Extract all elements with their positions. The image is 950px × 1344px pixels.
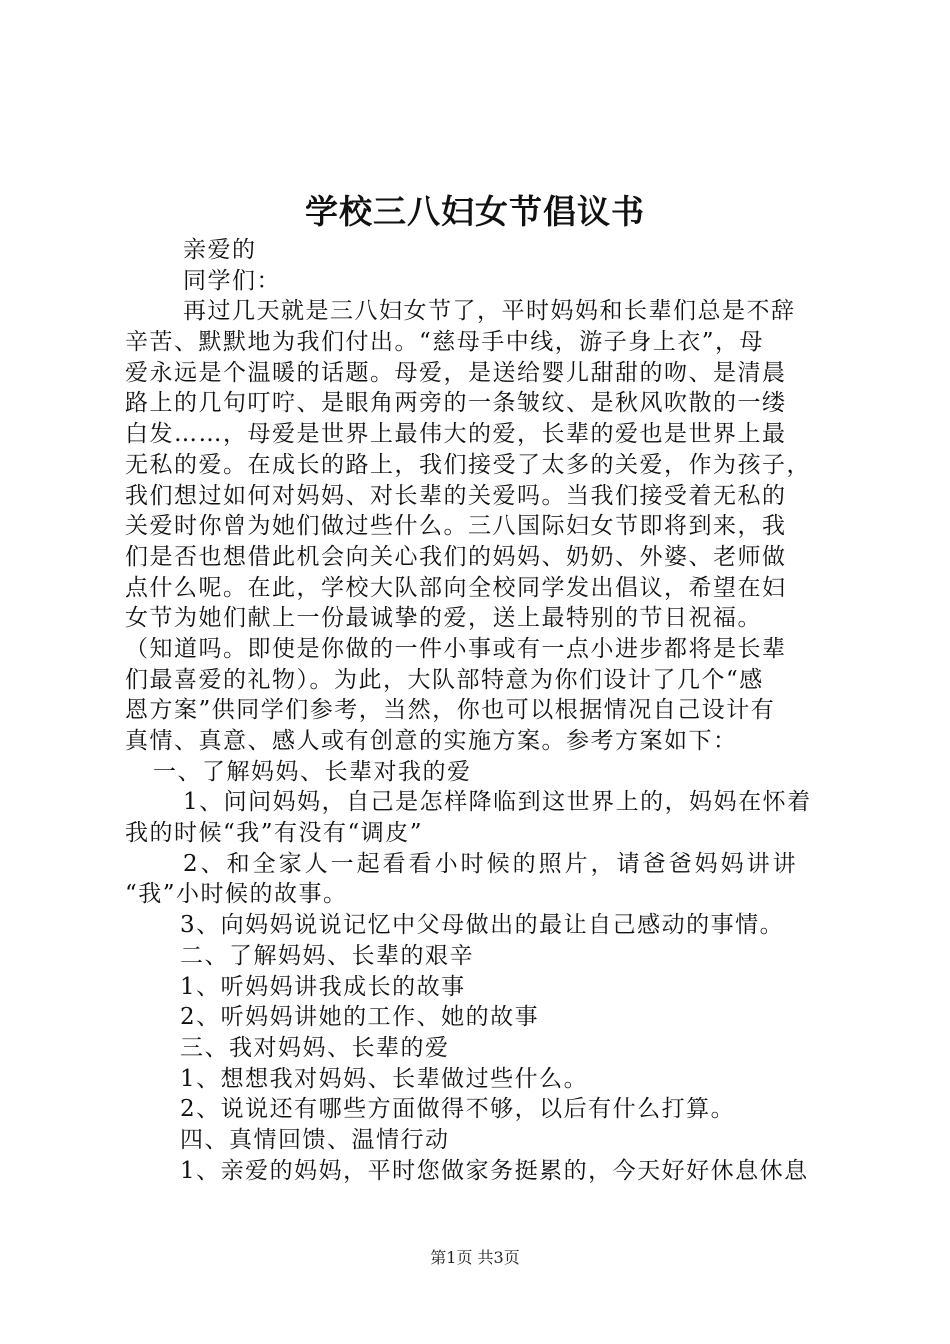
section-heading: 二、了解妈妈、长辈的艰辛 — [180, 942, 474, 969]
paragraph-line: 再过几天就是三八妇女节了，平时妈妈和长辈们总是不辞 — [183, 298, 796, 325]
paragraph-line: 白发……，母爱是世界上最伟大的爱，长辈的爱也是世界上最 — [125, 421, 787, 448]
document-body — [125, 235, 830, 1186]
paragraph-line: 爱永远是个温暖的话题。母爱，是送给婴儿甜甜的吻、是清晨 — [125, 359, 787, 386]
list-item: 2、听妈妈讲她的工作、她的故事 — [180, 1004, 540, 1031]
paragraph-line: 我们想过如何对妈妈、对长辈的关爱吗。当我们接受着无私的 — [125, 482, 787, 509]
paragraph-line: 关爱时你曾为她们做过些什么。三八国际妇女节即将到来，我 — [125, 513, 787, 540]
section-heading: 一、了解妈妈、长辈对我的爱 — [153, 758, 472, 785]
page-footer: 第1页 共3页 — [430, 1248, 520, 1267]
list-item: 3、向妈妈说说记忆中父母做出的最让自己感动的事情。 — [180, 912, 785, 939]
list-item: 2、说说还有哪些方面做得不够，以后有什么打算。 — [180, 1096, 736, 1123]
paragraph-line: 恩方案”供同学们参考，当然，你也可以根据情况自己设计有 — [125, 697, 776, 724]
list-item: 1、想想我对妈妈、长辈做过些什么。 — [180, 1065, 589, 1092]
list-item: 2、和全家人一起看看小时候的照片，请爸爸妈妈讲讲 — [183, 850, 799, 877]
salutation-line-1: 亲爱的 — [183, 237, 257, 263]
list-item: 1、亲爱的妈妈，平时您做家务挺累的，今天好好休息休息 — [180, 1157, 809, 1184]
paragraph-line: 点什么呢。在此，学校大队部向全校同学发出倡议，希望在妇 — [125, 574, 787, 601]
paragraph-line: （知道吗。即使是你做的一件小事或有一点小进步都将是长辈 — [125, 635, 787, 662]
paragraph-line: 无私的爱。在成长的路上，我们接受了太多的关爱，作为孩子， — [125, 451, 811, 478]
list-item: 1、问问妈妈，自己是怎样降临到这世界上的，妈妈在怀着 — [183, 789, 812, 816]
paragraph-line: 辛苦、默默地为我们付出。“慈母手中线，游子身上衣”，母 — [125, 329, 765, 356]
list-item: 1、听妈妈讲我成长的故事 — [180, 973, 466, 1000]
list-item-continued: “我”小时候的故事。 — [125, 881, 348, 908]
list-item-continued: 我的时候“我”有没有“调皮” — [125, 820, 424, 847]
paragraph-line: 真情、真意、感人或有创意的实施方案。参考方案如下： — [125, 728, 738, 754]
section-heading: 三、我对妈妈、长辈的爱 — [180, 1034, 450, 1061]
paragraph-line: 们最喜爱的礼物）。为此，大队部特意为你们设计了几个“感 — [125, 666, 764, 693]
paragraph-line: 女节为她们献上一份最诚挚的爱，送上最特别的节日祝福。 — [125, 605, 762, 632]
paragraph-line: 路上的几句叮咛、是眼角两旁的一条皱纹、是秋风吹散的一缕 — [125, 390, 787, 417]
section-heading: 四、真情回馈、温情行动 — [180, 1126, 450, 1153]
document-title: 学校三八妇女节倡议书 — [305, 192, 645, 231]
paragraph-line: 们是否也想借此机会向关心我们的妈妈、奶奶、外婆、老师做 — [125, 543, 787, 570]
salutation-line-2: 同学们： — [183, 267, 281, 294]
